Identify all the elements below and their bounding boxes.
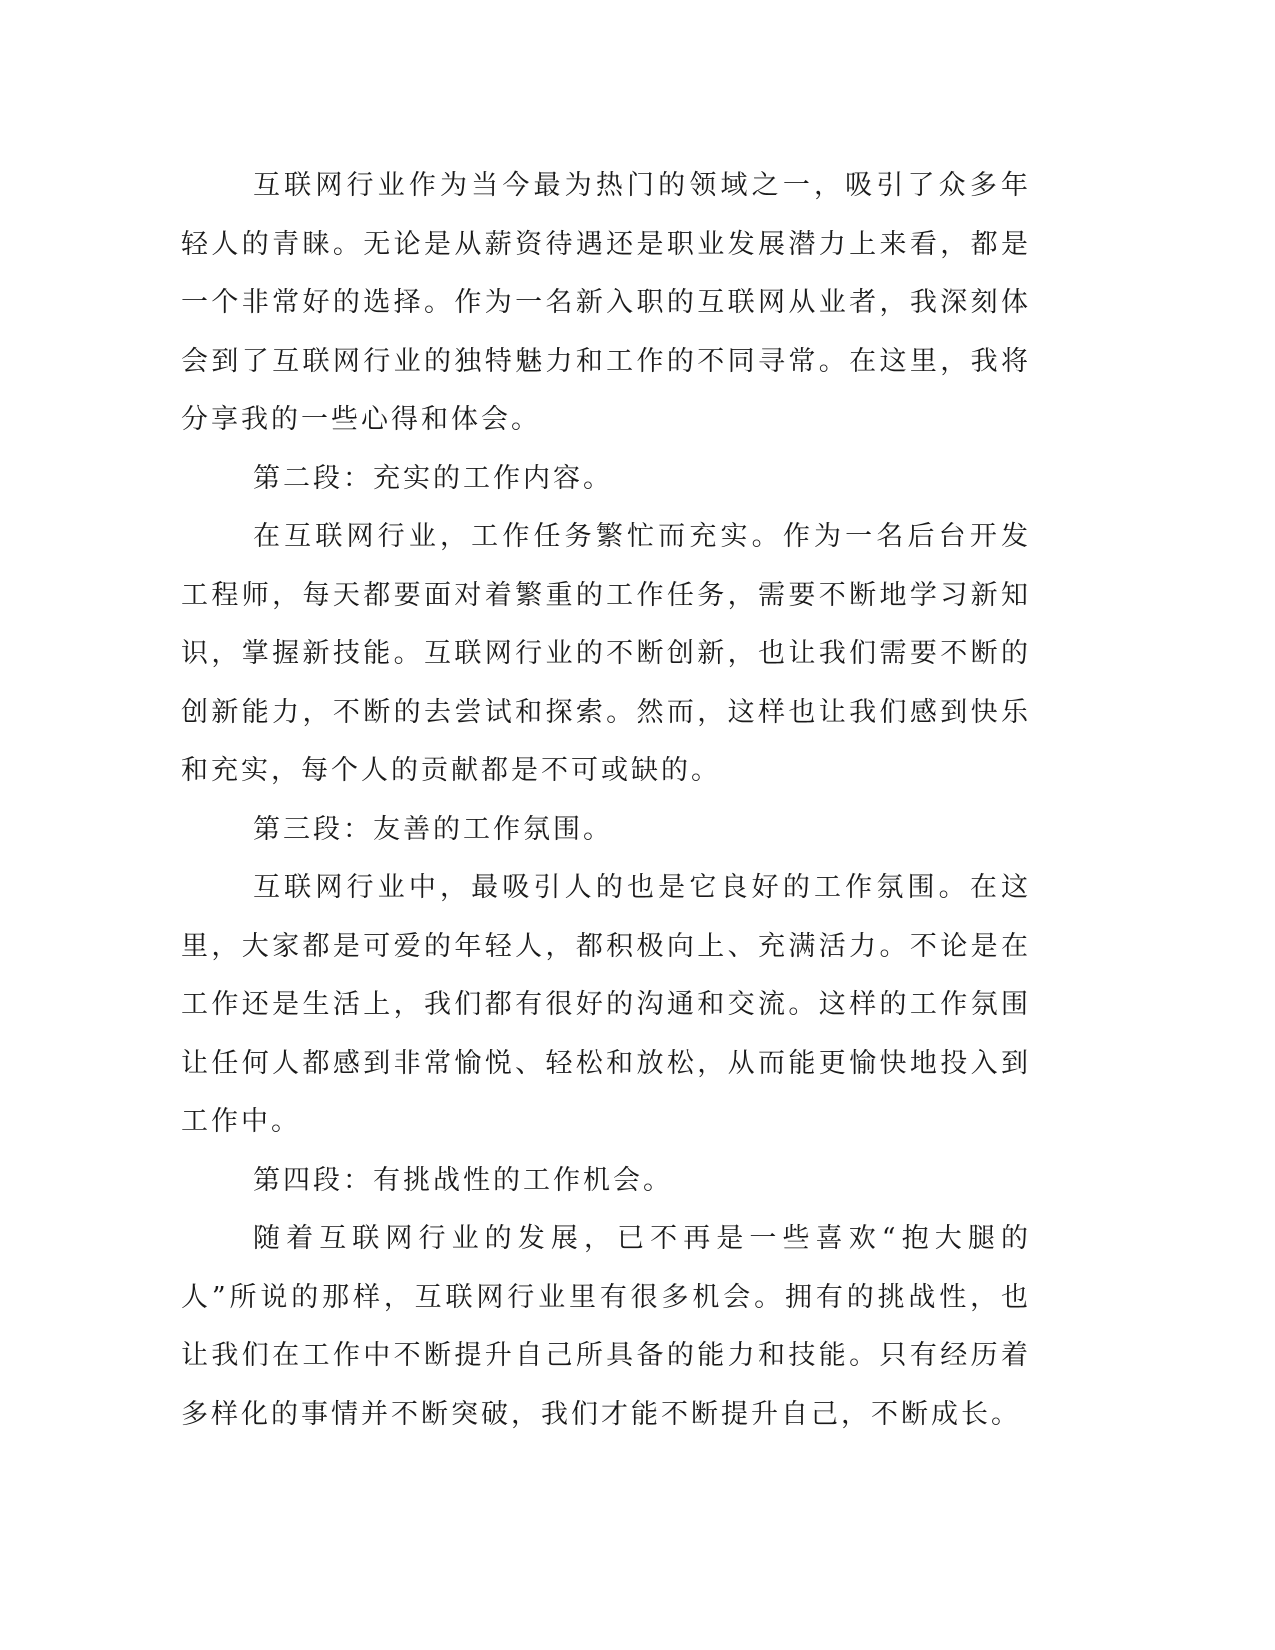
section-heading-2: 第二段：充实的工作内容。 xyxy=(253,462,613,494)
document-body xyxy=(181,157,1031,1444)
section-heading-3: 第三段：友善的工作氛围。 xyxy=(253,813,613,845)
paragraph-section-4: 随着互联网行业的发展，已不再是一些喜欢“抱大腿的人”所说的那样，互联网行业里有很多机会。拥有的挑战性，也让我们在工作中不断提升自己所具备的能力和技能。只有经历着多样化的事情并不断突破，我们才能不断提升自己，不断成长。 xyxy=(181,1223,1031,1430)
section-heading-4: 第四段：有挑战性的工作机会。 xyxy=(253,1164,673,1196)
paragraph-intro: 互联网行业作为当今最为热门的领域之一，吸引了众多年轻人的青睐。无论是从薪资待遇还是职业发展潜力上来看，都是一个非常好的选择。作为一名新入职的互联网从业者，我深刻体会到了互联网行业的独特魅力和工作的不同寻常。在这里，我将分享我的一些心得和体会。 xyxy=(181,170,1031,435)
paragraph-section-2: 在互联网行业，工作任务繁忙而充实。作为一名后台开发工程师，每天都要面对着繁重的工作任务，需要不断地学习新知识，掌握新技能。互联网行业的不断创新，也让我们需要不断的创新能力，不断的去尝试和探索。然而，这样也让我们感到快乐和充实，每个人的贡献都是不可或缺的。 xyxy=(181,521,1031,786)
paragraph-section-3: 互联网行业中，最吸引人的也是它良好的工作氛围。在这里，大家都是可爱的年轻人，都积极向上、充满活力。不论是在工作还是生活上，我们都有很好的沟通和交流。这样的工作氛围让任何人都感到非常愉悦、轻松和放松，从而能更愉快地投入到工作中。 xyxy=(181,872,1031,1137)
